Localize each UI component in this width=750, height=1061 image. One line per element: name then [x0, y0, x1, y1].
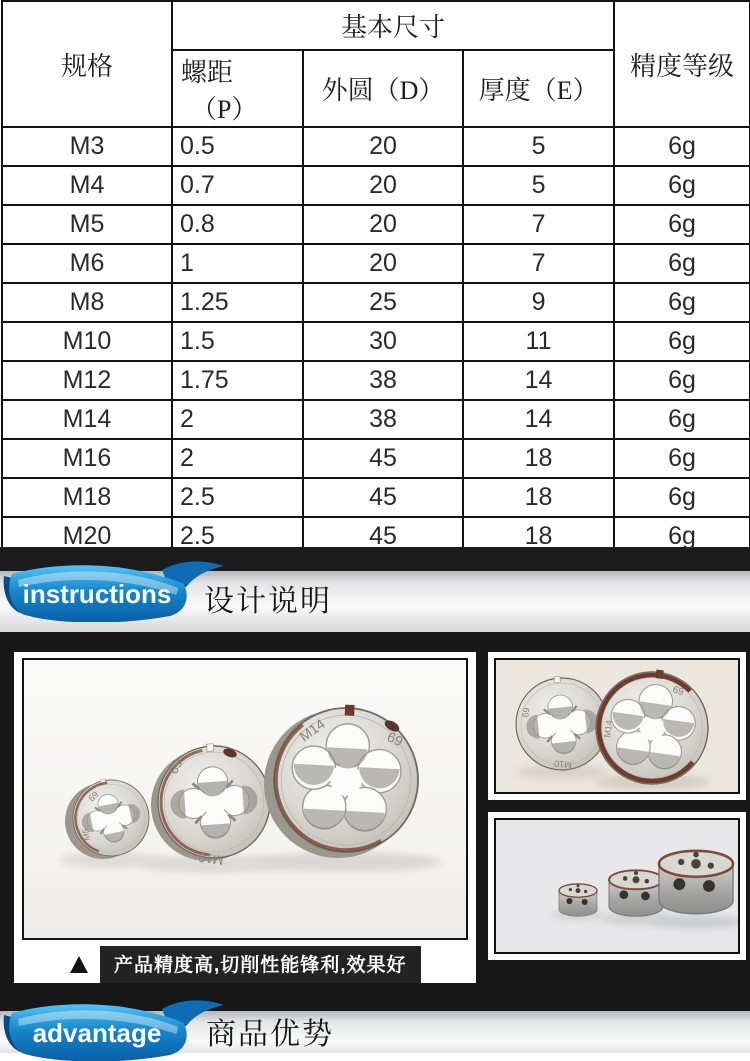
table-cell: 18	[463, 478, 614, 517]
table-cell: M20	[2, 517, 172, 556]
thread-dies-front-view-image	[24, 660, 466, 938]
table-cell: M18	[2, 478, 172, 517]
table-cell: 6g	[614, 244, 750, 283]
table-cell: 45	[303, 517, 463, 556]
table-cell: 20	[303, 244, 463, 283]
table-cell: 7	[463, 205, 614, 244]
die-marking: 69	[520, 706, 532, 719]
table-cell: 2	[172, 400, 303, 439]
two-dies-face-view-image	[496, 660, 738, 792]
table-cell: 6g	[614, 127, 750, 166]
table-cell: 0.8	[172, 205, 303, 244]
table-row	[2, 478, 750, 517]
table-cell: M14	[2, 400, 172, 439]
dies-side-photo	[494, 818, 740, 954]
die-marking: 69	[165, 756, 186, 777]
col-header-pitch	[172, 50, 303, 127]
table-cell: 25	[303, 283, 463, 322]
table-cell: 18	[463, 517, 614, 556]
photo-caption-row	[70, 946, 421, 983]
table-cell: 6g	[614, 283, 750, 322]
table-cell: M5	[2, 205, 172, 244]
table-row	[2, 205, 750, 244]
table-cell: 2	[172, 439, 303, 478]
col-header-outer-diameter: 外圆（D）	[303, 50, 463, 127]
table-row	[2, 244, 750, 283]
table-cell: 7	[463, 244, 614, 283]
advantage-title: 商品优势	[206, 1018, 334, 1051]
table-cell: 1.5	[172, 322, 303, 361]
table-cell: M8	[2, 283, 172, 322]
table-cell: 1.25	[172, 283, 303, 322]
die-marking: M14	[602, 719, 615, 739]
table-row	[2, 166, 750, 205]
table-cell: 2.5	[172, 517, 303, 556]
table-cell: 14	[463, 361, 614, 400]
col-header-spec: 规格	[2, 1, 172, 127]
col-header-grade: 精度等级	[614, 1, 750, 127]
table-cell: M16	[2, 439, 172, 478]
product-gallery	[0, 632, 750, 1011]
table-cell: 14	[463, 400, 614, 439]
table-cell: 5	[463, 166, 614, 205]
spec-table-body	[2, 127, 750, 556]
table-cell: 20	[303, 166, 463, 205]
table-cell: 0.5	[172, 127, 303, 166]
table-row	[2, 400, 750, 439]
die-marking: M10	[197, 849, 225, 868]
col-header-thickness: 厚度（E）	[463, 50, 614, 127]
table-cell: 45	[303, 478, 463, 517]
table-cell: 45	[303, 439, 463, 478]
instructions-title: 设计说明	[204, 585, 332, 618]
bottom-right-photo-panel	[488, 812, 746, 960]
table-cell: M4	[2, 166, 172, 205]
dies-pair-photo	[494, 658, 740, 794]
die-marking: 69	[671, 684, 686, 699]
main-photo-panel	[14, 652, 476, 983]
die-marking: 69	[384, 728, 406, 750]
die-marking: M10	[553, 758, 573, 770]
pitch-label: 螺距	[181, 57, 234, 87]
table-cell: 6g	[614, 400, 750, 439]
table-cell: 20	[303, 205, 463, 244]
table-row	[2, 283, 750, 322]
instructions-banner	[0, 571, 750, 632]
table-row	[2, 361, 750, 400]
table-cell: M6	[2, 244, 172, 283]
table-cell: 9	[463, 283, 614, 322]
photo-caption: 产品精度高,切削性能锋利,效果好	[100, 946, 421, 983]
advantage-ribbon	[0, 997, 232, 1061]
table-row	[2, 127, 750, 166]
col-header-basic-size: 基本尺寸	[172, 1, 614, 50]
table-cell: 6g	[614, 322, 750, 361]
advantage-ribbon-label: advantage	[32, 1018, 162, 1048]
die-marking: M14	[296, 715, 328, 745]
table-cell: 6g	[614, 205, 750, 244]
table-cell: 20	[303, 127, 463, 166]
table-cell: 11	[463, 322, 614, 361]
table-cell: 6g	[614, 517, 750, 556]
table-cell: 18	[463, 439, 614, 478]
table-cell: 30	[303, 322, 463, 361]
table-cell: 6g	[614, 361, 750, 400]
die-marking: M5	[80, 828, 92, 842]
table-cell: 1	[172, 244, 303, 283]
table-cell: M10	[2, 322, 172, 361]
table-cell: 6g	[614, 478, 750, 517]
top-right-photo-panel	[488, 652, 746, 800]
main-product-photo	[22, 658, 468, 940]
table-cell: 38	[303, 361, 463, 400]
die-marking: 69	[86, 789, 101, 804]
instructions-ribbon-label: instructions	[22, 579, 172, 609]
table-cell: 6g	[614, 439, 750, 478]
instructions-ribbon	[0, 558, 232, 622]
pitch-symbol: （P）	[191, 94, 258, 124]
advantage-banner	[0, 1011, 750, 1053]
three-dies-side-view-image	[496, 820, 738, 952]
table-cell: M12	[2, 361, 172, 400]
spec-table	[1, 0, 750, 557]
table-cell: 1.75	[172, 361, 303, 400]
table-cell: 38	[303, 400, 463, 439]
table-cell: M3	[2, 127, 172, 166]
table-row	[2, 322, 750, 361]
table-cell: 0.7	[172, 166, 303, 205]
table-row	[2, 439, 750, 478]
table-cell: 2.5	[172, 478, 303, 517]
table-cell: 5	[463, 127, 614, 166]
triangle-up-icon	[70, 956, 88, 973]
table-cell: 6g	[614, 166, 750, 205]
